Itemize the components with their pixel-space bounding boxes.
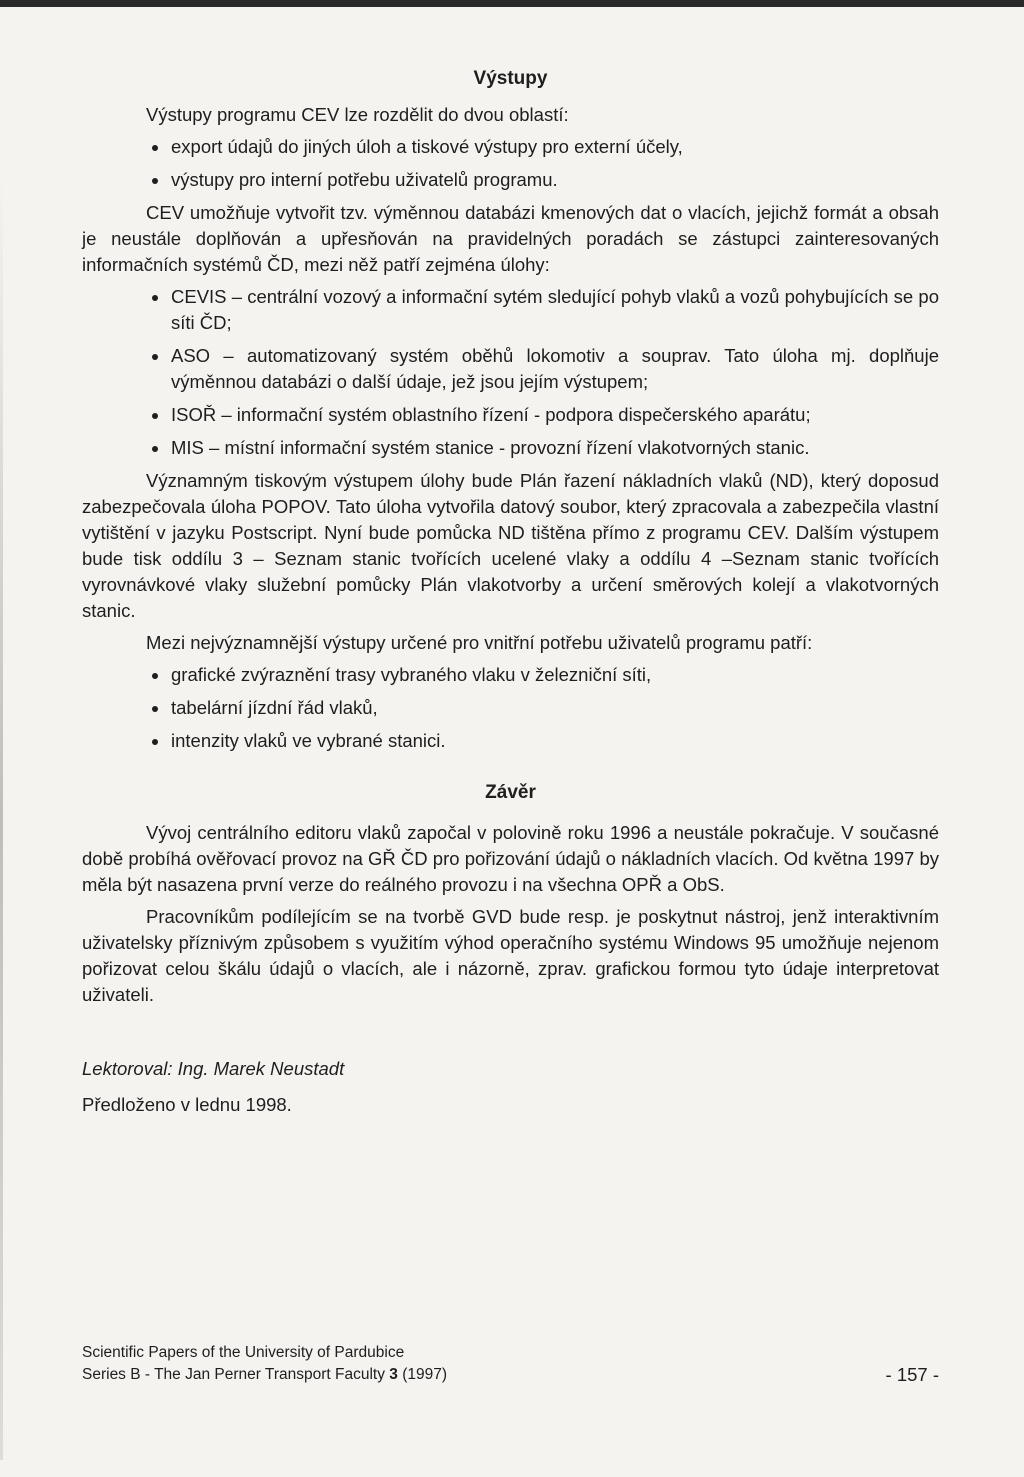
list-item: export údajů do jiných úloh a tiskové výstupy pro externí účely, bbox=[150, 134, 939, 160]
list-item: výstupy pro interní potřebu uživatelů programu. bbox=[150, 167, 939, 193]
list-item: intenzity vlaků ve vybrané stanici. bbox=[150, 728, 939, 754]
footer-journal-name: Scientific Papers of the University of Pardubice bbox=[82, 1344, 405, 1361]
list-item: grafické zvýraznění trasy vybraného vlaku v železniční síti, bbox=[150, 662, 939, 688]
section-title-vystupy: Výstupy bbox=[473, 68, 548, 89]
reviewer-line: Lektoroval: Ing. Marek Neustadt bbox=[82, 1058, 345, 1079]
footer-series-text: Series B - The Jan Perner Transport Faculty bbox=[82, 1366, 390, 1383]
paragraph-exchange-database: CEV umožňuje vytvořit tzv. výměnnou databázi kmenových dat o vlacích, jejichž formát a obsah je neustále doplňován a upřesňován na pravidelných poradách se zástupci zainteresovaných informačních systémů ČD, mezi něž patří zejména úlohy: bbox=[82, 202, 939, 275]
paragraph-conclusion-development: Vývoj centrálního editoru vlaků započal v polovině roku 1996 a neustále pokračuje. V současné době probíhá ověřovací provoz na GŘ ČD pro pořizování údajů o nákladních vlacích. Od května 1997 by měla být nasazena první verze do reálného provozu i na všechna OPŘ a ObS. bbox=[82, 822, 939, 895]
paragraph-print-outputs: Významným tiskovým výstupem úlohy bude Plán řazení nákladních vlaků (ND), který doposud zabezpečovala úloha POPOV. Tato úloha vytvořila datový soubor, který zpracovala a zabezpečila vlastní vytištění v jazyku Postscript. Nyní bude pomůcka ND tištěna přímo z programu CEV. Dalším výstupem bude tisk oddílu 3 – Seznam stanic tvořících ucelené vlaky a oddílu 4 –Seznam stanic tvořících vyrovnávkové vlaky služební pomůcky Plán vlakotvorby a určení směrových kolejí a vlakotvorných stanic. bbox=[82, 470, 939, 621]
list-item: CEVIS – centrální vozový a informační sytém sledující pohyb vlaků a vozů pohybujících se po síti ČD; bbox=[150, 284, 939, 336]
bullet-list-internal-outputs bbox=[82, 662, 939, 754]
paragraph-conclusion-tool: Pracovníkům podílejícím se na tvorbě GVD bude resp. je poskytnut nástroj, jenž interaktivním uživatelsky příznivým způsobem s využitím výhod operačního systému Windows 95 umožňuje nejenom pořizovat celou škálu údajů o vlacích, ale i názorně, zprav. grafickou formou tyto údaje interpretovat uživateli. bbox=[82, 906, 939, 1005]
bullet-list-output-areas bbox=[82, 134, 939, 193]
list-item: tabelární jízdní řád vlaků, bbox=[150, 695, 939, 721]
list-item: ASO – automatizovaný systém oběhů lokomotiv a souprav. Tato úloha mj. doplňuje výměnnou databázi o další údaje, jež jsou jejím výstupem; bbox=[150, 343, 939, 395]
submitted-date: Předloženo v lednu 1998. bbox=[82, 1094, 292, 1115]
page-number: - 157 - bbox=[885, 1364, 939, 1385]
vystupy-intro: Výstupy programu CEV lze rozdělit do dvou oblastí: bbox=[146, 104, 569, 125]
paragraph-internal-outputs: Mezi nejvýznamnější výstupy určené pro vnitřní potřebu uživatelů programu patří: bbox=[146, 632, 813, 653]
section-title-zaver: Závěr bbox=[485, 782, 536, 803]
page-content bbox=[82, 66, 939, 1118]
bullet-list-information-systems bbox=[82, 284, 939, 461]
list-item: MIS – místní informační systém stanice - provozní řízení vlakotvorných stanic. bbox=[150, 435, 939, 461]
page-footer bbox=[82, 1342, 939, 1386]
footer-volume: 3 bbox=[389, 1366, 398, 1383]
footer-series-line bbox=[82, 1364, 939, 1386]
scan-left-edge bbox=[0, 180, 3, 1460]
list-item: ISOŘ – informační systém oblastního řízení - podpora dispečerského aparátu; bbox=[150, 402, 939, 428]
scan-top-edge bbox=[0, 0, 1024, 7]
footer-year: (1997) bbox=[397, 1366, 448, 1383]
